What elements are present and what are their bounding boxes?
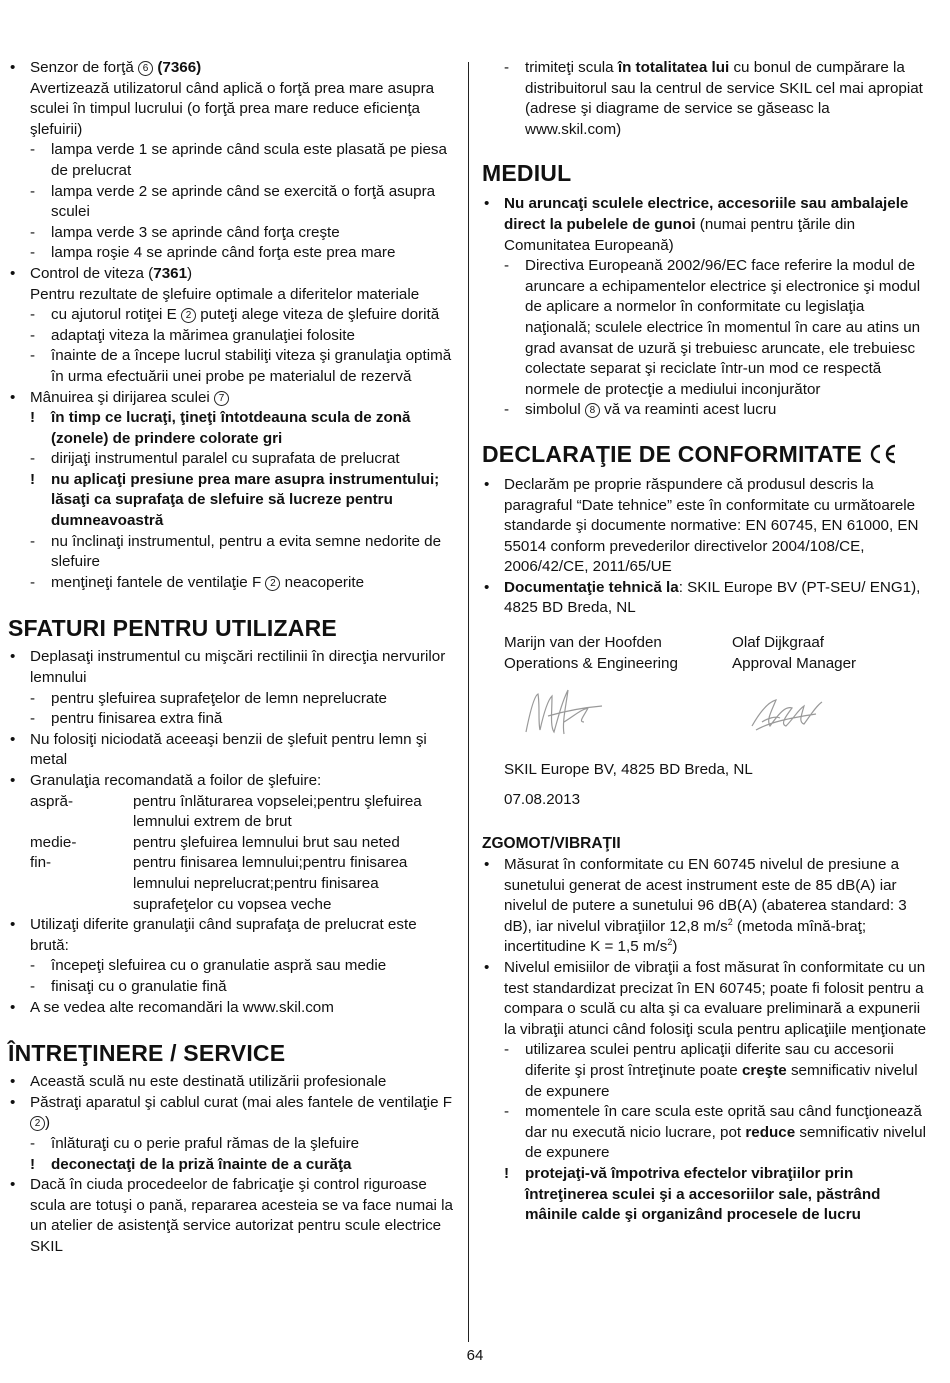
signers bbox=[482, 633, 930, 674]
list-item: - adaptaţi viteza la mărimea granulaţiei folosite bbox=[8, 326, 456, 347]
list-item: • Deplasaţi instrumentul cu mişcări rectilinii în direcţia nervurilor lemnului bbox=[8, 647, 456, 688]
list-item: - utilizarea sculei pentru aplicaţii diferite sau cu accesorii diferite şi prost întreţinute poate creşte semnificativ nivelul de expunere bbox=[482, 1040, 930, 1102]
list-item: - cu ajutorul rotiţei E 2 puteţi alege viteza de şlefuire dorită bbox=[8, 305, 456, 326]
list-item: • Utilizaţi diferite granulaţii când suprafaţa de prelucrat este brută: bbox=[8, 915, 456, 956]
list-item: • Păstraţi aparatul şi cablul curat (mai ales fantele de ventilaţie F 2 ) bbox=[8, 1093, 456, 1134]
signer-name: Olaf Dijkgraaf bbox=[732, 634, 825, 652]
list-item: - nu înclinaţi instrumentul, pentru a evita semne nedorite de slefuire bbox=[8, 532, 456, 573]
section-heading-maintenance: ÎNTREŢINERE / SERVICE bbox=[8, 1040, 286, 1067]
list-item: - lampa roşie 4 se aprinde când forţa este prea mare bbox=[8, 243, 456, 264]
signature-1-icon bbox=[518, 682, 608, 746]
list-item: - pentru şlefuirea suprafeţelor de lemn neprelucrate bbox=[8, 689, 456, 710]
ref-number: 2 bbox=[265, 576, 280, 591]
declaration-date: 07.08.2013 bbox=[504, 790, 581, 808]
force-sensor-desc: Avertizează utilizatorul când aplică o forţă prea mare asupra sculei în timpul lucrului (o forţă prea mare reduce eficienţa şlefuirii) bbox=[30, 79, 435, 138]
signer-role: Operations & Engineering bbox=[504, 654, 678, 672]
force-sensor-item: • Senzor de forţă 6 (7366) Avertizează utilizatorul când aplică o forţă prea mare asupra sculei în timpul lucrului (o forţă prea mare reduce eficienţa şlefuirii) bbox=[8, 58, 456, 140]
list-item: • Dacă în ciuda procedeelor de fabricaţie şi control riguroase scula are totuşi o pană, repararea acesteia se va face numai la un atelier de asistenţă service autorizat pentru scule electrice SKIL bbox=[8, 1175, 456, 1257]
handling-item: • Mânuirea şi dirijarea sculei 7 bbox=[8, 388, 456, 409]
list-item: - începeţi slefuirea cu o granulatie aspră sau medie bbox=[8, 956, 456, 977]
column-divider bbox=[468, 62, 469, 1342]
list-item: • Granulaţia recomandată a foilor de şlefuire: bbox=[8, 771, 456, 792]
list-item: - înainte de a începe lucrul stabiliţi viteza şi granulaţia optimă în urma efectuării unei probe pe materialul de rezervă bbox=[8, 346, 456, 387]
left-column bbox=[8, 58, 456, 1257]
right-column bbox=[482, 58, 930, 1226]
list-item: - dirijaţi instrumentul paralel cu suprafata de prelucrat bbox=[8, 449, 456, 470]
ref-number: 2 bbox=[30, 1116, 45, 1131]
list-item: • A se vedea alte recomandări la www.skil.com bbox=[8, 998, 456, 1019]
signatures bbox=[482, 674, 930, 754]
grit-row: fin- pentru finisarea lemnului;pentru finisarea lemnului neprelucrat;pentru finisarea suprafeţelor cu vopsea veche bbox=[30, 854, 408, 913]
section-heading-tips: SFATURI PENTRU UTILIZARE bbox=[8, 615, 337, 642]
signer-name: Marijn van der Hoofden bbox=[504, 634, 662, 652]
list-item: • Nu aruncaţi sculele electrice, accesoriile sau ambalajele direct la pubelele de gunoi (numai pentru ţările din Comunitatea Europeană) bbox=[482, 194, 930, 256]
list-item: - pentru finisarea extra fină bbox=[8, 709, 456, 730]
speed-control-item: • Control de viteza (7361) Pentru rezultate de şlefuire optimale a diferitelor materiale bbox=[8, 264, 456, 305]
ref-number: 2 bbox=[181, 308, 196, 323]
page-number: 64 bbox=[466, 1347, 484, 1364]
list-item: • Măsurat în conformitate cu EN 60745 nivelul de presiune a sunetului generat de acest instrument este de 85 dB(A) iar nivelul de putere a sunetului 96 dB(A) (abaterea standard: 3 dB), iar nivelul vibraţiilor 12,8 $m/s^2$ (metoda mînă-braţ; incertitudine K = 1,5 $m/s^2$) bbox=[482, 855, 930, 958]
section-heading-environment: MEDIUL bbox=[482, 160, 572, 187]
signature-2-icon bbox=[746, 692, 826, 738]
grit-row: medie- pentru şlefuirea lemnului brut sau neted bbox=[30, 833, 400, 851]
list-item: • Declarăm pe proprie răspundere că produsul descris la paragraful “Date tehnice” este în conformitate cu următoarele standarde şi documente normative: EN 60745, EN 61000, EN 55014 conform prevederilor directivelor 2004/108/CE, 2006/42/CE, 2011/65/UE bbox=[482, 475, 930, 578]
list-item: - simbolul 8 vă va reaminti acest lucru bbox=[482, 400, 930, 421]
list-item: - finisaţi cu o granulatie fină bbox=[8, 977, 456, 998]
ce-mark-icon bbox=[868, 443, 898, 465]
warning-item: ! nu aplicaţi presiune prea mare asupra instrumentului; lăsaţi ca suprafaţa de slefuire să lucreze pentru dumneavoastră bbox=[8, 470, 456, 532]
list-item: - momentele în care scula este oprită sau când funcţionează dar nu execută nicio lucrare, pot reduce semnificativ nivelul de expunere bbox=[482, 1102, 930, 1164]
list-item: - Directiva Europeană 2002/96/EC face referire la modul de aruncare a echipamentelor electrice şi electronice şi modul de aplicare a normelor în conformitate cu legislaţia naţională; sculele electrice în momentul în care au atins un grad avansat de uzură şi trebuiesc aruncate, ele trebuiesc colectate separat şi reciclate într-un mod ce respectă normele de protecţie a mediului inconjurător bbox=[482, 256, 930, 400]
warning-item: ! în timp ce lucraţi, ţineţi întotdeauna scula de zonă (zonele) de prindere colorate gri bbox=[8, 408, 456, 449]
ref-number: 8 bbox=[585, 403, 600, 418]
list-item: • Această sculă nu este destinată utilizării profesionale bbox=[8, 1072, 456, 1093]
list-item: • Nivelul emisiilor de vibraţii a fost măsurat în conformitate cu un test standardizat precizat în EN 60745; poate fi folosit pentru a compara o sculă cu alta şi ca evaluare preliminară a expunerii la vibraţii atunci când folosiţi scula pentru aplicaţiile menţionate bbox=[482, 958, 930, 1040]
warning-item: ! deconectaţi de la priză înainte de a curăţa bbox=[8, 1155, 456, 1176]
section-heading-declaration: DECLARAŢIE DE CONFORMITATE bbox=[482, 441, 930, 467]
company-address: SKIL Europe BV, 4825 BD Breda, NL bbox=[504, 761, 753, 779]
grit-row: aspră- pentru înlăturarea vopselei;pentru şlefuirea lemnului extrem de brut bbox=[30, 792, 422, 831]
list-item: • Nu folosiţi niciodată aceeaşi benzii de şlefuit pentru lemn şi metal bbox=[8, 730, 456, 771]
list-item: - înlăturaţi cu o perie praful rămas de la şlefuire bbox=[8, 1134, 456, 1155]
list-item: • Documentaţie tehnică la: SKIL Europe BV (PT-SEU/ ENG1), 4825 BD Breda, NL bbox=[482, 578, 930, 619]
warning-item: ! protejaţi-vă împotriva efectelor vibraţiilor prin întreţinerea sculei şi a accesoriilor sale, păstrând mâinile calde şi organizând procesele de lucru bbox=[482, 1164, 930, 1226]
list-item: - menţineţi fantele de ventilaţie F 2 neacoperite bbox=[8, 573, 456, 594]
signer-role: Approval Manager bbox=[732, 654, 857, 672]
list-item: - lampa verde 2 se aprinde când se exercită o forţă asupra sculei bbox=[8, 182, 456, 223]
ref-number: 7 bbox=[214, 391, 229, 406]
list-item: - trimiteţi scula în totalitatea lui cu bonul de cumpărare la distribuitorul sau la centrul de service SKIL cel mai apropiat (adrese şi diagrame de service se găseasc la www.skil.com) bbox=[482, 58, 930, 140]
list-item: - lampa verde 3 se aprinde când forţa creşte bbox=[8, 223, 456, 244]
ref-number: 6 bbox=[138, 61, 153, 76]
list-item: - lampa verde 1 se aprinde când scula este plasată pe piesa de prelucrat bbox=[8, 140, 456, 181]
section-heading-noise: ZGOMOT/VIBRAŢII bbox=[482, 835, 621, 853]
